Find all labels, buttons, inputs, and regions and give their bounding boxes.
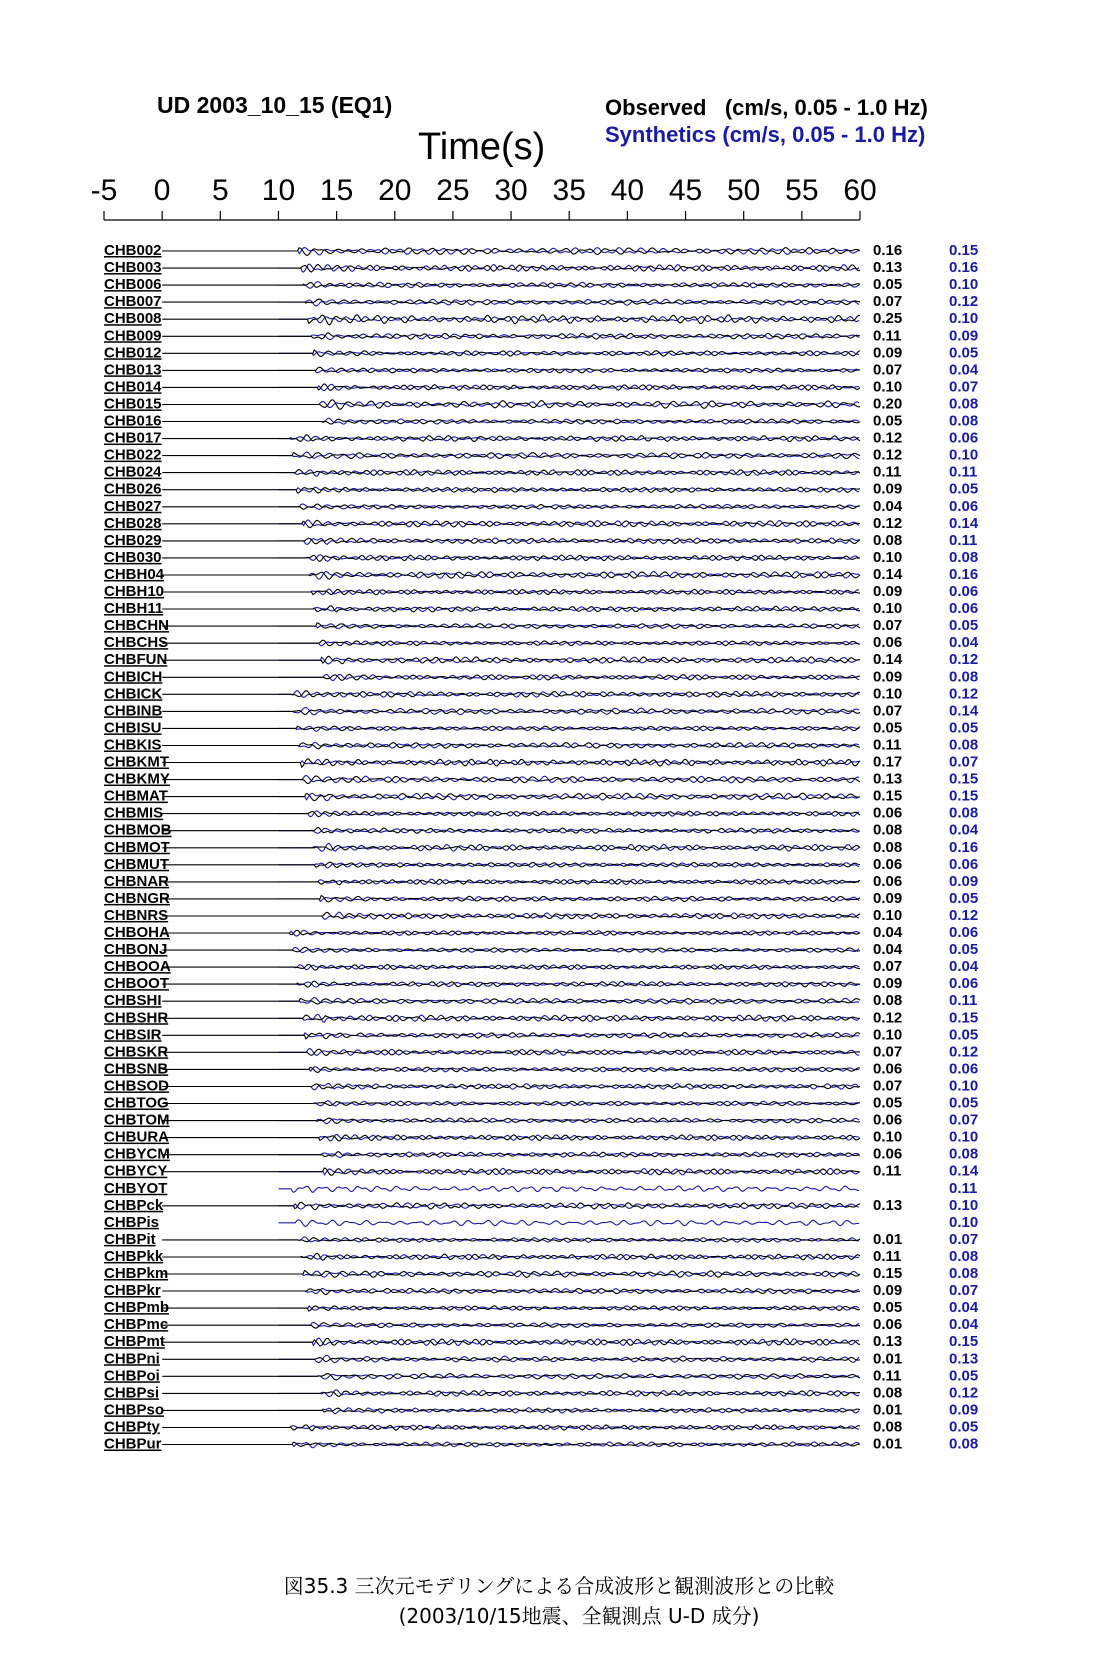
station-label: CHBSHI — [104, 992, 162, 1010]
observed-trace — [162, 487, 860, 493]
synthetic-peak-value: 0.11 — [949, 531, 978, 549]
station-label: CHBONJ — [104, 941, 168, 959]
station-label: CHBH04 — [104, 565, 165, 583]
figure-caption-line1: 図35.3 三次元モデリングによる合成波形と観測波形との比較 — [283, 1574, 835, 1598]
observed-trace — [162, 1338, 860, 1346]
synthetic-peak-value: 0.07 — [949, 1111, 979, 1129]
station-label: CHBSKR — [104, 1043, 169, 1061]
observed-peak-value: 0.08 — [873, 821, 903, 839]
station-label: CHB030 — [104, 548, 162, 566]
station-label: CHB013 — [104, 361, 162, 379]
legend-observed: Observed (cm/s, 0.05 - 1.0 Hz) — [605, 95, 928, 120]
synthetic-trace — [279, 520, 860, 527]
observed-peak-value: 0.09 — [873, 583, 903, 600]
observed-trace — [162, 709, 860, 715]
synthetic-peak-value: 0.07 — [949, 1282, 979, 1300]
observed-peak-value: 0.06 — [873, 855, 903, 873]
station-label: CHBSIR — [104, 1026, 162, 1044]
observed-peak-value: 0.05 — [873, 719, 903, 737]
synthetic-trace — [279, 742, 860, 748]
observed-peak-value: 0.15 — [873, 787, 903, 805]
synthetic-peak-value: 0.10 — [949, 446, 979, 464]
observed-peak-value: 0.06 — [873, 634, 903, 652]
observed-peak-value: 0.06 — [873, 1111, 903, 1129]
station-label: CHBPni — [104, 1350, 160, 1368]
synthetic-peak-value: 0.09 — [949, 327, 979, 345]
station-label: CHBCHN — [104, 617, 169, 635]
observed-peak-value: 0.06 — [873, 1316, 903, 1334]
synthetic-peak-value: 0.10 — [949, 276, 979, 294]
x-tick-label: 50 — [727, 174, 761, 207]
observed-peak-value: 0.12 — [873, 1009, 903, 1027]
observed-peak-value: 0.11 — [873, 1247, 902, 1265]
synthetic-peak-value: 0.11 — [949, 1179, 978, 1197]
synthetic-trace — [279, 1390, 860, 1397]
station-label: CHBPoi — [104, 1367, 160, 1385]
observed-trace — [162, 981, 860, 987]
observed-peak-value: 0.20 — [873, 395, 903, 413]
observed-trace — [162, 776, 860, 784]
station-label: CHBMAT — [104, 787, 168, 805]
observed-peak-value: 0.12 — [873, 446, 903, 464]
x-tick-label: 60 — [843, 174, 877, 207]
observed-peak-value: 0.10 — [873, 1026, 903, 1044]
station-label: CHBPis — [104, 1213, 160, 1231]
observed-peak-value: 0.11 — [873, 1367, 902, 1385]
station-label: CHBICK — [104, 685, 163, 703]
station-label: CHBSOD — [104, 1077, 170, 1095]
observed-peak-value: 0.01 — [873, 1435, 903, 1453]
observed-peak-value: 0.09 — [873, 668, 903, 686]
observed-peak-value: 0.04 — [873, 941, 903, 959]
station-label: CHBTOM — [104, 1111, 170, 1129]
synthetic-peak-value: 0.08 — [949, 548, 979, 566]
synthetic-peak-value: 0.12 — [949, 1384, 979, 1402]
synthetic-peak-value: 0.04 — [949, 361, 979, 379]
synthetic-peak-value: 0.07 — [949, 1230, 979, 1248]
station-label: CHBMOT — [104, 838, 170, 856]
station-label: CHBPkk — [104, 1247, 164, 1265]
x-axis — [91, 174, 877, 220]
station-label: CHBOOT — [104, 975, 169, 993]
synthetic-peak-value: 0.04 — [949, 1316, 979, 1334]
station-label: CHB026 — [104, 480, 162, 498]
synthetic-peak-value: 0.05 — [949, 941, 979, 959]
x-tick-label: 45 — [668, 174, 703, 207]
observed-peak-value: 0.11 — [873, 1162, 902, 1180]
synthetic-peak-value: 0.09 — [949, 872, 979, 890]
station-label: CHB017 — [104, 429, 162, 447]
observed-peak-value: 0.13 — [873, 1333, 903, 1351]
observed-trace — [162, 930, 860, 935]
station-label: CHBSHR — [104, 1009, 169, 1027]
x-axis-title: Time(s) — [418, 126, 546, 168]
station-label: CHBPso — [104, 1401, 165, 1419]
synthetic-peak-value: 0.11 — [949, 992, 978, 1010]
station-label: CHB012 — [104, 344, 162, 362]
synthetic-peak-value: 0.14 — [949, 514, 979, 532]
x-tick-label: 35 — [552, 174, 586, 207]
station-label: CHBKIS — [104, 736, 162, 754]
observed-peak-value: 0.10 — [873, 600, 903, 618]
synthetic-trace — [279, 843, 860, 851]
station-label: CHB022 — [104, 446, 162, 464]
observed-peak-value: 0.10 — [873, 906, 903, 924]
station-label: CHBYCY — [104, 1162, 168, 1180]
x-tick-label: 55 — [785, 174, 819, 207]
station-label: CHBMOB — [104, 821, 172, 839]
synthetic-peak-value: 0.08 — [949, 395, 979, 413]
station-label: CHB016 — [104, 412, 162, 430]
synthetic-peak-value: 0.12 — [949, 906, 979, 924]
observed-peak-value: 0.06 — [873, 804, 903, 822]
synthetic-peak-value: 0.06 — [949, 855, 979, 873]
observed-peak-value: 0.09 — [873, 1282, 903, 1300]
observed-trace — [162, 504, 860, 509]
observed-peak-value: 0.07 — [873, 361, 903, 379]
observed-peak-value: 0.07 — [873, 702, 903, 720]
synthetic-peak-value: 0.08 — [949, 1265, 979, 1282]
observed-peak-value: 0.01 — [873, 1401, 903, 1419]
synthetic-peak-value: 0.05 — [949, 1026, 979, 1044]
station-label: CHB029 — [104, 531, 162, 549]
synthetic-peak-value: 0.14 — [949, 702, 979, 720]
observed-trace — [162, 315, 860, 325]
observed-peak-value: 0.10 — [873, 685, 903, 703]
synthetic-trace — [279, 1220, 860, 1226]
station-label: CHB007 — [104, 293, 162, 311]
observed-peak-value: 0.07 — [873, 958, 903, 976]
station-label: CHBSNB — [104, 1060, 169, 1078]
synthetic-peak-value: 0.16 — [949, 838, 979, 856]
x-tick-label: 30 — [494, 174, 528, 207]
station-label: CHB014 — [104, 378, 162, 396]
observed-peak-value: 0.11 — [873, 463, 902, 481]
chart-title: UD 2003_10_15 (EQ1) — [157, 92, 393, 118]
synthetic-trace — [279, 299, 860, 306]
figure-caption-line2: (2003/10/15地震、全観測点 U-D 成分) — [398, 1604, 760, 1628]
observed-peak-value: 0.01 — [873, 1350, 903, 1368]
synthetic-peak-value: 0.08 — [949, 412, 979, 430]
synthetic-peak-value: 0.07 — [949, 378, 979, 396]
synthetic-peak-value: 0.05 — [949, 480, 979, 498]
station-label: CHBPkm — [104, 1265, 169, 1282]
synthetic-peak-value: 0.08 — [949, 736, 979, 754]
synthetic-peak-value: 0.16 — [949, 259, 979, 277]
synthetic-peak-value: 0.08 — [949, 668, 979, 686]
synthetic-peak-value: 0.06 — [949, 600, 979, 618]
synthetic-peak-value: 0.08 — [949, 1145, 979, 1163]
x-tick-label: 0 — [153, 174, 171, 207]
synthetic-peak-value: 0.12 — [949, 651, 979, 669]
synthetic-peak-value: 0.10 — [949, 1213, 979, 1231]
observed-peak-value: 0.06 — [873, 1145, 903, 1163]
synthetic-peak-value: 0.10 — [949, 1128, 979, 1146]
synthetic-peak-value: 0.15 — [949, 242, 979, 259]
x-tick-label: 5 — [211, 174, 229, 207]
synthetic-peak-value: 0.12 — [949, 685, 979, 703]
synthetic-trace — [279, 1374, 860, 1379]
observed-peak-value: 0.09 — [873, 480, 903, 498]
station-label: CHBCHS — [104, 634, 169, 652]
synthetic-peak-value: 0.10 — [949, 1077, 979, 1095]
observed-trace — [162, 384, 860, 390]
synthetic-peak-value: 0.15 — [949, 1333, 979, 1351]
observed-peak-value: 0.08 — [873, 1418, 903, 1436]
observed-peak-value: 0.09 — [873, 889, 903, 907]
station-label: CHBPck — [104, 1196, 164, 1214]
station-label: CHBKMT — [104, 753, 169, 771]
synthetic-peak-value: 0.05 — [949, 719, 979, 737]
observed-peak-value: 0.05 — [873, 412, 903, 430]
synthetic-peak-value: 0.16 — [949, 565, 979, 583]
synthetic-peak-value: 0.08 — [949, 1435, 979, 1453]
observed-peak-value: 0.10 — [873, 378, 903, 396]
x-tick-label: 15 — [319, 174, 354, 207]
station-label: CHBMUT — [104, 855, 169, 873]
station-label: CHBH11 — [104, 600, 164, 618]
station-label: CHBINB — [104, 702, 163, 720]
x-tick-label: 20 — [378, 174, 412, 207]
station-label: CHBKMY — [104, 770, 170, 788]
station-label: CHBPit — [104, 1230, 156, 1248]
synthetic-peak-value: 0.10 — [949, 1196, 979, 1214]
observed-trace — [162, 1168, 860, 1175]
synthetic-peak-value: 0.15 — [949, 787, 979, 805]
station-label: CHBPmb — [104, 1299, 170, 1317]
station-label: CHB027 — [104, 497, 162, 515]
station-label: CHB024 — [104, 463, 162, 481]
synthetic-peak-value: 0.06 — [949, 924, 979, 941]
x-tick-label: 10 — [261, 174, 296, 207]
observed-peak-value: 0.05 — [873, 1094, 903, 1112]
observed-peak-value: 0.11 — [873, 736, 902, 754]
observed-peak-value: 0.25 — [873, 310, 903, 328]
synthetic-peak-value: 0.05 — [949, 889, 979, 907]
observed-peak-value: 0.04 — [873, 497, 903, 515]
observed-peak-value: 0.06 — [873, 872, 903, 890]
station-label: CHBPty — [104, 1418, 160, 1436]
station-label: CHB015 — [104, 395, 162, 413]
observed-peak-value: 0.16 — [873, 242, 903, 259]
observed-peak-value: 0.09 — [873, 975, 903, 993]
observed-trace — [162, 248, 860, 256]
station-label: CHB028 — [104, 514, 162, 532]
station-label: CHBFUN — [104, 651, 168, 669]
synthetic-peak-value: 0.05 — [949, 344, 979, 362]
synthetic-trace — [279, 402, 860, 408]
synthetic-peak-value: 0.13 — [949, 1350, 979, 1368]
station-label: CHBPmt — [104, 1333, 165, 1351]
station-label: CHB009 — [104, 327, 162, 345]
observed-peak-value: 0.05 — [873, 1299, 903, 1317]
station-label: CHBYOT — [104, 1179, 168, 1197]
synthetic-peak-value: 0.12 — [949, 293, 979, 311]
synthetic-peak-value: 0.05 — [949, 1418, 979, 1436]
synthetic-trace — [279, 1118, 860, 1124]
observed-trace — [162, 759, 860, 767]
station-label: CHBOOA — [104, 958, 171, 976]
synthetic-peak-value: 0.06 — [949, 583, 979, 600]
x-tick-label: 25 — [436, 174, 470, 207]
station-label: CHBYCM — [104, 1145, 170, 1163]
synthetic-peak-value: 0.08 — [949, 1247, 979, 1265]
observed-peak-value: 0.12 — [873, 429, 903, 447]
observed-peak-value: 0.10 — [873, 1128, 903, 1146]
station-label: CHBPur — [104, 1435, 162, 1453]
observed-trace — [162, 333, 860, 339]
synthetic-peak-value: 0.15 — [949, 770, 979, 788]
synthetic-peak-value: 0.15 — [949, 1009, 979, 1027]
observed-peak-value: 0.08 — [873, 1384, 903, 1402]
observed-peak-value: 0.04 — [873, 924, 903, 941]
observed-peak-value: 0.01 — [873, 1230, 903, 1248]
synthetic-peak-value: 0.06 — [949, 1060, 979, 1078]
observed-peak-value: 0.05 — [873, 276, 903, 294]
synthetic-peak-value: 0.09 — [949, 1401, 979, 1419]
station-label: CHB008 — [104, 310, 162, 328]
station-label: CHBMIS — [104, 804, 164, 822]
station-label: CHBNGR — [104, 889, 170, 907]
synthetic-trace — [279, 1186, 860, 1192]
observed-peak-value: 0.13 — [873, 259, 903, 277]
station-label: CHBPkr — [104, 1282, 161, 1300]
x-tick-label: -5 — [90, 174, 118, 207]
observed-peak-value: 0.07 — [873, 1077, 903, 1095]
synthetic-peak-value: 0.05 — [949, 1094, 979, 1112]
station-label: CHB002 — [104, 242, 162, 259]
station-label: CHBPmc — [104, 1316, 169, 1334]
observed-peak-value: 0.17 — [873, 753, 903, 771]
legend-synthetics: Synthetics (cm/s, 0.05 - 1.0 Hz) — [605, 122, 926, 147]
observed-peak-value: 0.08 — [873, 992, 903, 1010]
station-label: CHBNAR — [104, 872, 169, 890]
observed-peak-value: 0.10 — [873, 548, 903, 566]
observed-peak-value: 0.14 — [873, 565, 903, 583]
station-label: CHBTOG — [104, 1094, 169, 1112]
synthetic-peak-value: 0.06 — [949, 429, 979, 447]
observed-trace — [162, 675, 860, 681]
synthetic-peak-value: 0.04 — [949, 1299, 979, 1317]
synthetic-peak-value: 0.14 — [949, 1162, 979, 1180]
observed-peak-value: 0.15 — [873, 1265, 903, 1282]
observed-peak-value: 0.11 — [873, 327, 902, 345]
station-label: CHBOHA — [104, 924, 170, 941]
traces — [104, 242, 979, 1453]
synthetic-trace — [279, 452, 860, 458]
observed-peak-value: 0.14 — [873, 651, 903, 669]
station-label: CHBISU — [104, 719, 162, 737]
synthetic-peak-value: 0.04 — [949, 634, 979, 652]
observed-peak-value: 0.08 — [873, 838, 903, 856]
synthetic-peak-value: 0.05 — [949, 1367, 979, 1385]
synthetic-peak-value: 0.11 — [949, 463, 978, 481]
synthetic-peak-value: 0.06 — [949, 975, 979, 993]
station-label: CHBNRS — [104, 906, 169, 924]
station-label: CHB003 — [104, 259, 162, 277]
observed-peak-value: 0.07 — [873, 1043, 903, 1061]
observed-peak-value: 0.13 — [873, 770, 903, 788]
observed-trace — [162, 400, 860, 410]
observed-peak-value: 0.06 — [873, 1060, 903, 1078]
observed-peak-value: 0.07 — [873, 617, 903, 635]
station-label: CHB006 — [104, 276, 162, 294]
synthetic-peak-value: 0.10 — [949, 310, 979, 328]
observed-peak-value: 0.07 — [873, 293, 903, 311]
station-label: CHBICH — [104, 668, 163, 686]
x-tick-label: 40 — [610, 174, 645, 207]
station-label: CHBPsi — [104, 1384, 160, 1402]
observed-peak-value: 0.09 — [873, 344, 903, 362]
station-label: CHBH10 — [104, 583, 165, 600]
observed-peak-value: 0.12 — [873, 514, 903, 532]
observed-peak-value: 0.13 — [873, 1196, 903, 1214]
observed-peak-value: 0.08 — [873, 531, 903, 549]
station-label: CHBURA — [104, 1128, 169, 1146]
synthetic-peak-value: 0.08 — [949, 804, 979, 822]
synthetic-peak-value: 0.07 — [949, 753, 979, 771]
synthetic-peak-value: 0.06 — [949, 497, 979, 515]
synthetic-peak-value: 0.04 — [949, 958, 979, 976]
synthetic-peak-value: 0.12 — [949, 1043, 979, 1061]
synthetic-peak-value: 0.04 — [949, 821, 979, 839]
synthetic-peak-value: 0.05 — [949, 617, 979, 635]
